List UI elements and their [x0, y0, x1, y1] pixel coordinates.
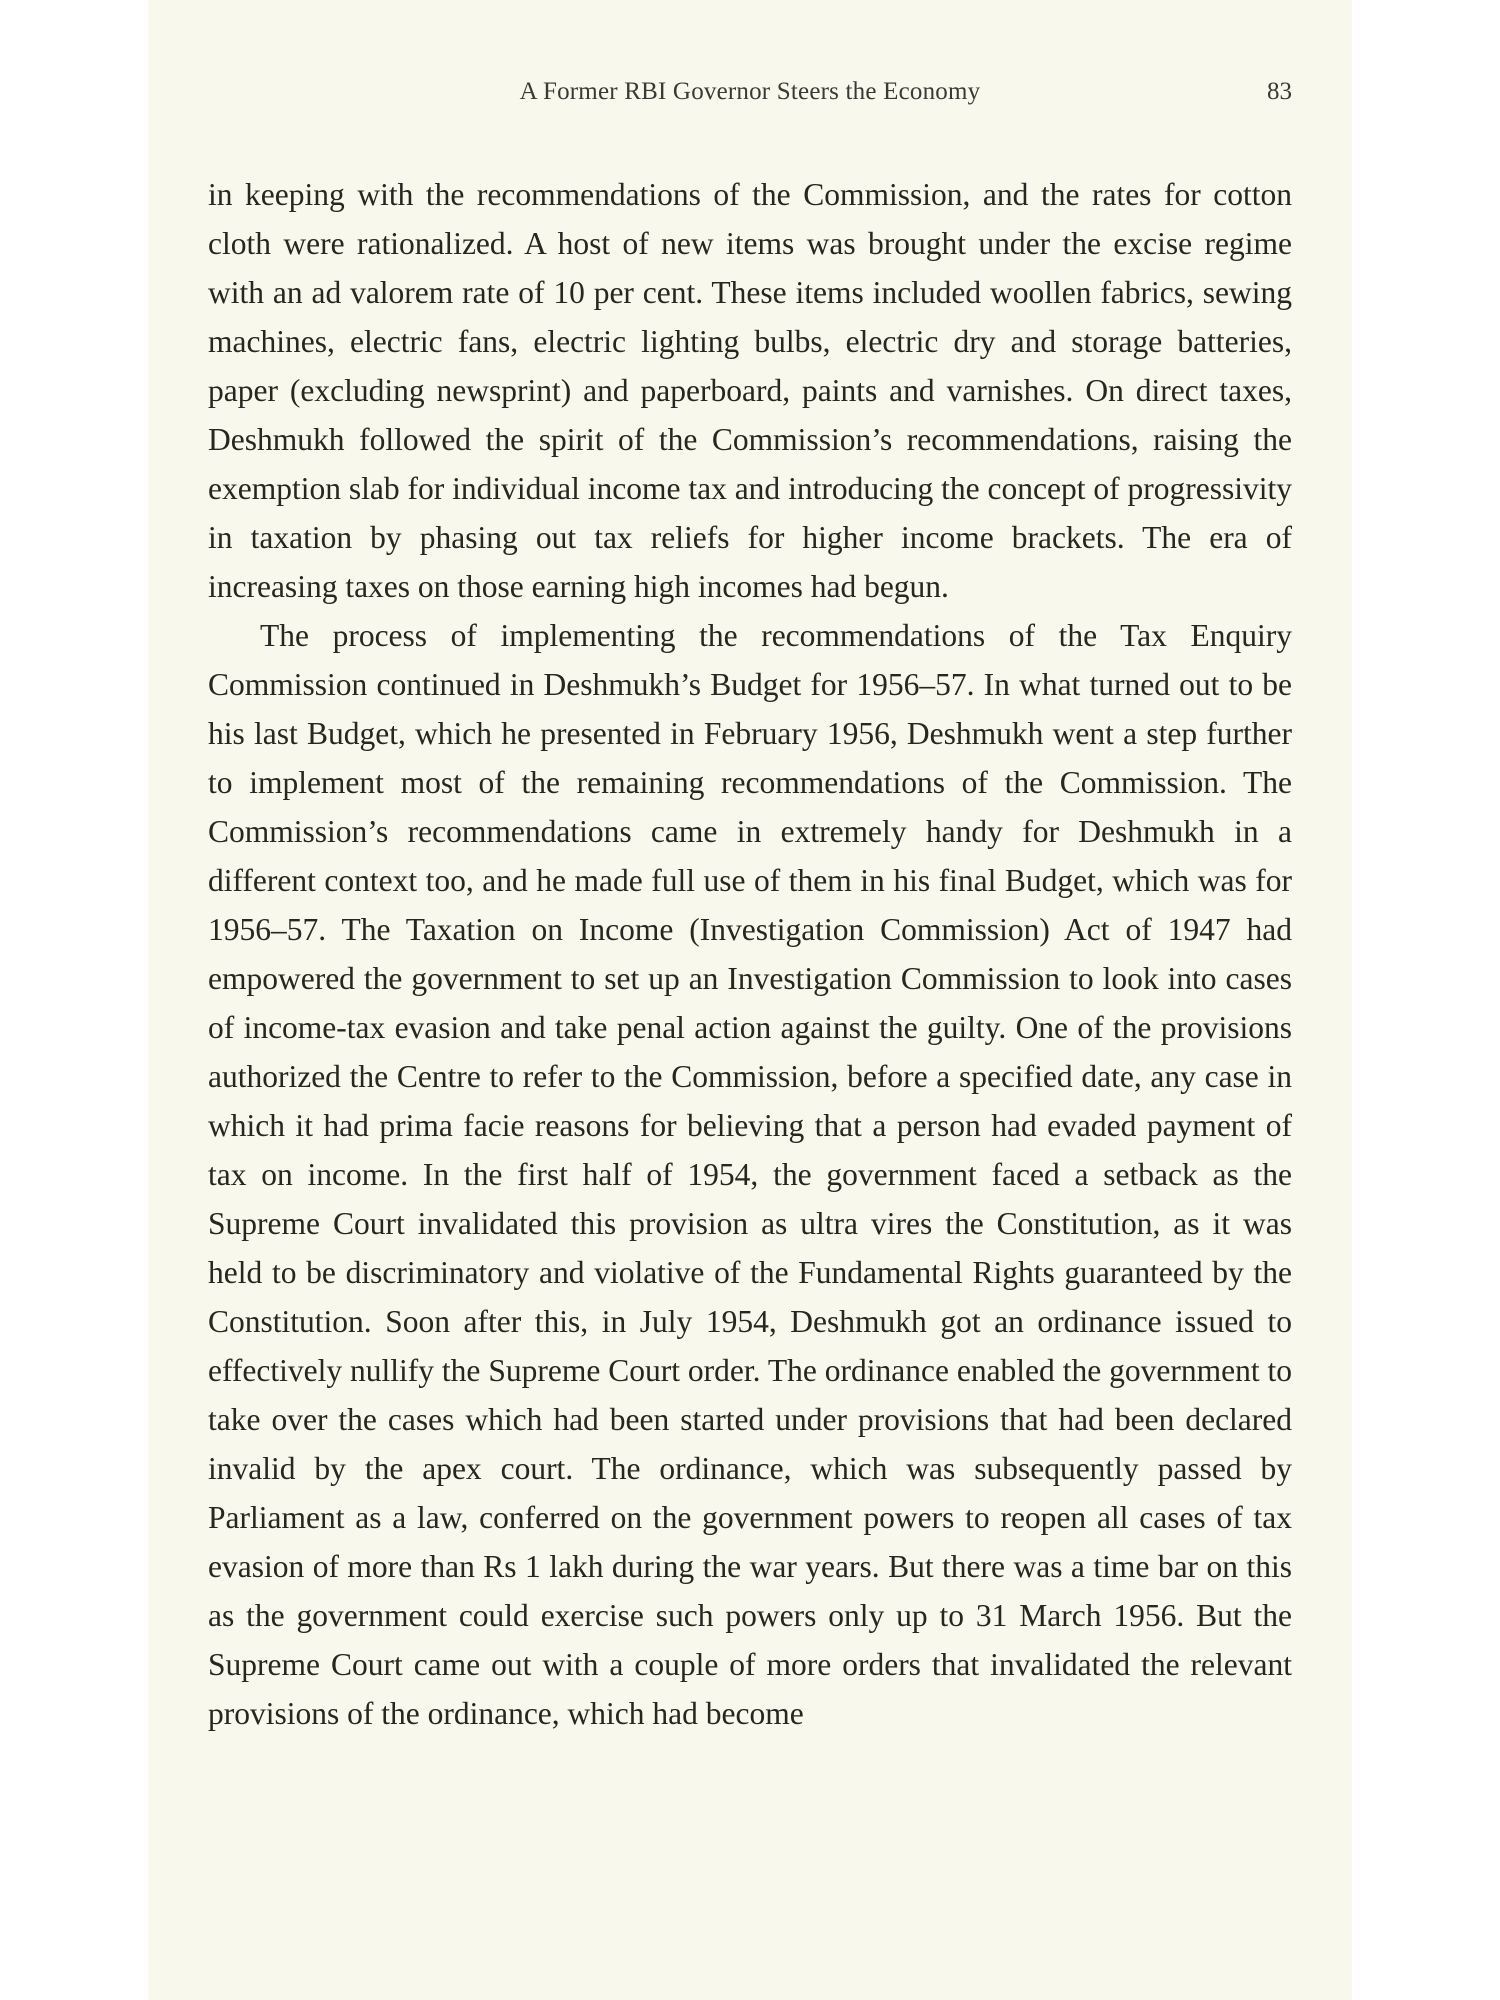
page-number: 83	[1267, 78, 1292, 105]
running-header	[208, 78, 1292, 114]
paragraph: The process of implementing the recommendations of the Tax Enquiry Commission continued in Deshmukh’s Budget for 1956–57. In what turned out to be his last Budget, which he presented in February 1956, Deshmukh went a step further to implement most of the remaining recommendations of the Commission. The Commission’s recommendations came in extremely handy for Deshmukh in a different context too, and he made full use of them in his final Budget, which was for 1956–57. The Taxation on Income (Investigation Commission) Act of 1947 had empowered the government to set up an Investigation Commission to look into cases of income-tax evasion and take penal action against the guilty. One of the provisions authorized the Centre to refer to the Commission, before a specified date, any case in which it had prima facie reasons for believing that a person had evaded payment of tax on income. In the first half of 1954, the government faced a setback as the Supreme Court invalidated this provision as ultra vires the Constitution, as it was held to be discriminatory and violative of the Fundamental Rights guaranteed by the Constitution. Soon after this, in July 1954, Deshmukh got an ordinance issued to effectively nullify the Supreme Court order. The ordinance enabled the government to take over the cases which had been started under provisions that had been declared invalid by the apex court. The ordinance, which was subsequently passed by Parliament as a law, conferred on the government powers to reopen all cases of tax evasion of more than Rs 1 lakh during the war years. But there was a time bar on this as the government could exercise such powers only up to 31 March 1956. But the Supreme Court came out with a couple of more orders that invalidated the relevant provisions of the ordinance, which had become	[208, 618, 1292, 1731]
paragraph-continued: in keeping with the recommendations of the Commission, and the rates for cotton cloth were rationalized. A host of new items was brought under the excise regime with an ad valorem rate of 10 per cent. These items included woollen fabrics, sewing machines, electric fans, electric lighting bulbs, electric dry and storage batteries, paper (excluding newsprint) and paperboard, paints and varnishes. On direct taxes, Deshmukh followed the spirit of the Commission’s recommendations, raising the exemption slab for individual income tax and introducing the concept of progressivity in taxation by phasing out tax reliefs for higher income brackets. The era of increasing taxes on those earning high incomes had begun.	[208, 177, 1292, 604]
book-page	[148, 0, 1352, 2000]
running-title: A Former RBI Governor Steers the Economy	[519, 78, 981, 105]
body-text	[208, 170, 1292, 1738]
